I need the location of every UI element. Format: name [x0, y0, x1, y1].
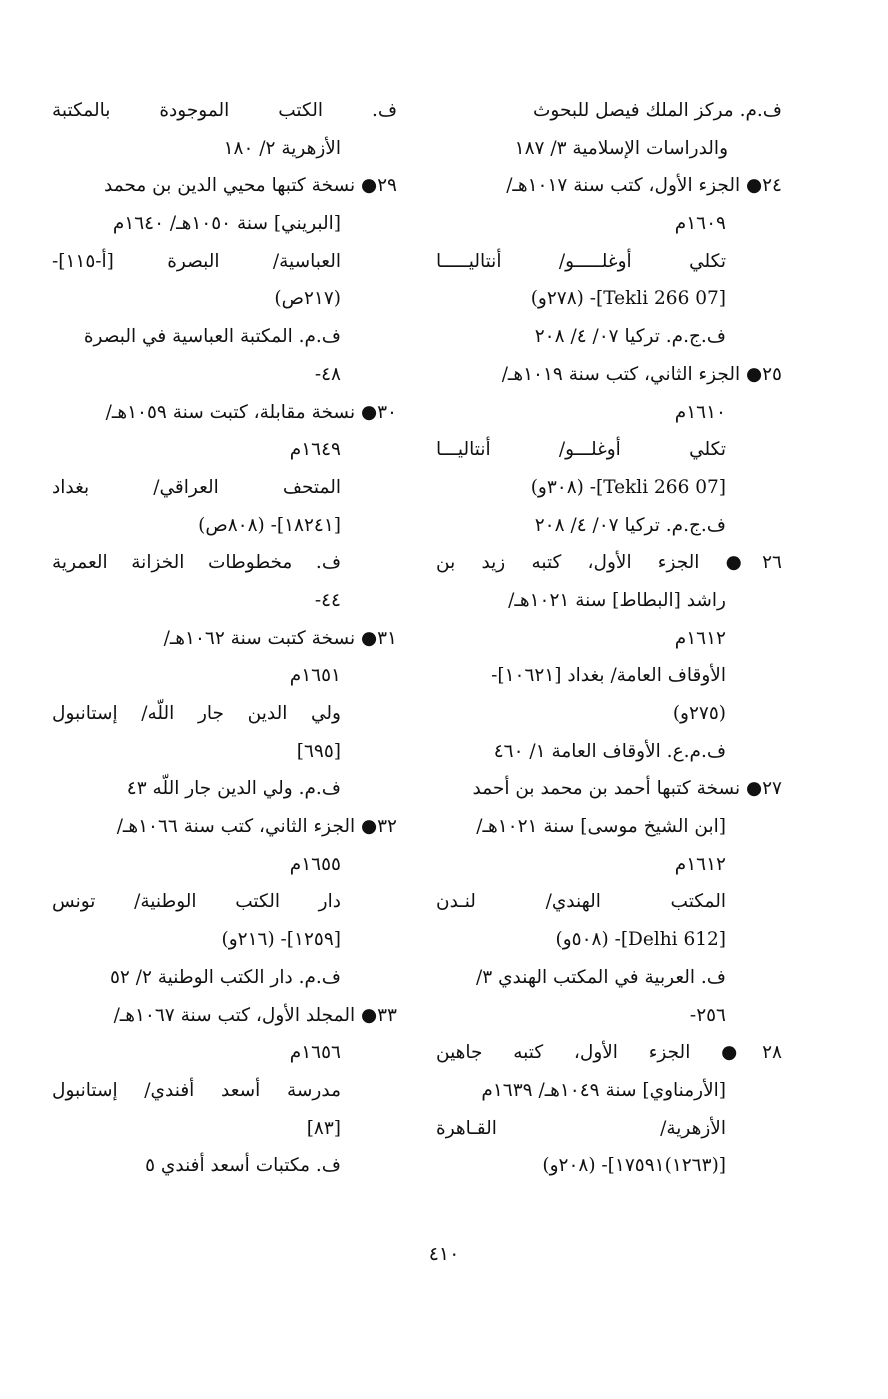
shelfmark-line: [١٢٥٩]- (٢١٦و) — [221, 929, 341, 951]
text-line: ١٦٤٩م — [289, 439, 341, 461]
library-line: دار الكتب الوطنية/ تونس — [52, 891, 341, 913]
catalog-line: ف.ج.م. تركيا ٠٧/ ٤/ ٢٠٨ — [534, 326, 726, 348]
text-line: ٤٤- — [314, 589, 341, 611]
text-line: ٤٨- — [314, 363, 341, 385]
shelfmark-line: [Delhi 612]- (٥٠٨و) — [555, 929, 726, 951]
entry-heading: ٣٢● الجزء الثاني، كتب سنة ١٠٦٦هـ/ — [116, 816, 397, 838]
text-line: (٢٧٥و) — [672, 703, 726, 724]
text-line: ١٦٠٩م — [674, 213, 726, 235]
entry-heading: ٢٥● الجزء الثاني، كتب سنة ١٠١٩هـ/ — [501, 363, 782, 385]
entry-heading: ٢٦● الجزء الأول، كتبه زيد بن — [436, 552, 782, 574]
page-number: ٤١٠ — [428, 1243, 460, 1265]
entry-heading: ٣٣● المجلد الأول، كتب سنة ١٠٦٧هـ/ — [113, 1004, 397, 1026]
shelfmark-line: [١٨٢٤١]- (٨٠٨ص) — [198, 514, 341, 536]
text-line: ٢٥٦- — [689, 1004, 726, 1026]
text-line: [ابن الشيخ موسى] سنة ١٠٢١هـ/ — [476, 816, 726, 838]
text-line: ١٦٥١م — [289, 665, 341, 687]
text-line: (٢١٧ص) — [274, 288, 341, 310]
catalog-line: ف.ج.م. تركيا ٠٧/ ٤/ ٢٠٨ — [534, 514, 726, 536]
text-line: ف. الكتب الموجودة بالمكتبة — [52, 100, 397, 121]
text-line: راشد [البطاط] سنة ١٠٢١هـ/ — [508, 589, 726, 611]
library-line: المتحف العراقي/ بغداد — [52, 476, 341, 498]
entry-heading: ٢٧● نسخة كتبها أحمد بن محمد بن أحمد — [472, 778, 782, 800]
text-line: والدراسات الإسلامية ٣/ ١٨٧ — [514, 137, 728, 159]
text-line: ١٦١٢م — [674, 627, 726, 649]
catalog-line: ف. مخطوطات الخزانة العمرية — [52, 552, 341, 574]
text-line: ١٦١٢م — [674, 853, 726, 875]
library-line: تكلي أوغلـــو/ أنتاليـــا — [436, 439, 726, 461]
library-line: الأوقاف العامة/ بغداد [١٠٦٢١]- — [491, 665, 726, 687]
text-line: ف.م. مركز الملك فيصل للبحوث — [533, 100, 782, 121]
right-column — [436, 92, 782, 1185]
library-line: تكلي أوغلـــــو/ أنتاليـــــا — [436, 250, 726, 272]
text-line: [الأرمناوي] سنة ١٠٤٩هـ/ ١٦٣٩م — [481, 1079, 726, 1101]
shelfmark-line: [07 Tekli 266]- (٢٧٨و) — [530, 288, 726, 310]
library-line: ولي الدين جار اللّه/ إستانبول — [52, 703, 341, 724]
library-line: العباسية/ البصرة [أ-١١٥]- — [52, 250, 341, 272]
catalog-line: ف.م.ع. الأوقاف العامة ١/ ٤٦٠ — [493, 740, 726, 762]
library-line: مدرسة أسعد أفندي/ إستانبول — [52, 1079, 341, 1101]
text-line: ١٦٥٦م — [289, 1042, 341, 1064]
entry-heading: ٢٩● نسخة كتبها محيي الدين بن محمد — [103, 175, 397, 197]
entry-heading: ٢٨● الجزء الأول، كتبه جاهين — [436, 1042, 782, 1064]
shelfmark-line: [(١٢٦٣)١٧٥٩١]- (٢٠٨و) — [542, 1155, 726, 1177]
left-column — [52, 92, 397, 1185]
entry-heading: ٣٠● نسخة مقابلة، كتبت سنة ١٠٥٩هـ/ — [105, 401, 397, 423]
library-line: الأزهرية/ القـاهرة — [436, 1117, 726, 1139]
catalog-line: ف.م. المكتبة العباسية في البصرة — [83, 326, 341, 348]
text-line: [البريني] سنة ١٠٥٠هـ/ ١٦٤٠م — [112, 213, 341, 235]
catalog-line: ف. مكتبات أسعد أفندي ٥ — [145, 1155, 341, 1177]
entry-heading: ٢٤● الجزء الأول، كتب سنة ١٠١٧هـ/ — [506, 175, 782, 197]
text-line: الأزهرية ٢/ ١٨٠ — [223, 137, 341, 159]
shelfmark-line: [٦٩٥] — [296, 740, 341, 762]
catalog-line: ف.م. ولي الدين جار اللّه ٤٣ — [126, 778, 341, 800]
entry-heading: ٣١● نسخة كتبت سنة ١٠٦٢هـ/ — [163, 627, 397, 649]
shelfmark-line: [٨٣] — [306, 1117, 341, 1139]
text-line: ١٦١٠م — [674, 401, 726, 423]
text-line: ١٦٥٥م — [289, 853, 341, 875]
shelfmark-line: [07 Tekli 266]- (٣٠٨و) — [530, 476, 726, 498]
catalog-line: ف.م. دار الكتب الوطنية ٢/ ٥٢ — [109, 966, 341, 988]
catalog-line: ف. العربية في المكتب الهندي ٣/ — [476, 966, 726, 988]
library-line: المكتب الهندي/ لنـدن — [436, 891, 726, 913]
